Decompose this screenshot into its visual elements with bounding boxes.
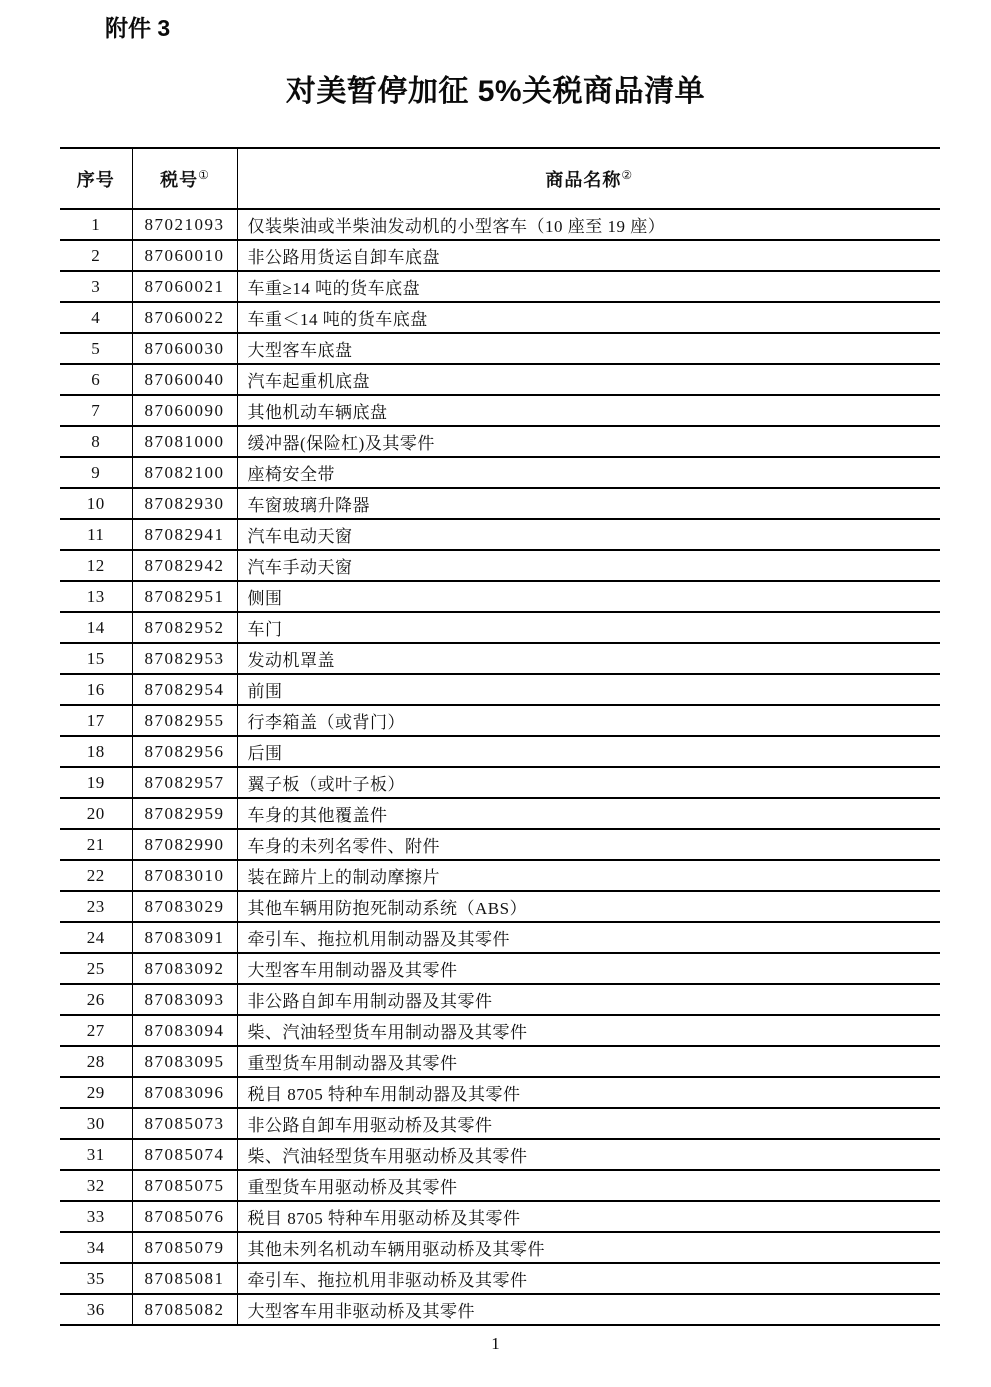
cell-serial: 16 [60,674,132,705]
table-row [60,643,940,674]
cell-tax-code: 87083010 [132,860,237,891]
cell-product-name: 行李箱盖（或背门） [237,705,940,736]
cell-product-name: 仅装柴油或半柴油发动机的小型客车（10 座至 19 座） [237,209,940,240]
table-row [60,953,940,984]
table-row [60,1077,940,1108]
cell-product-name: 车重＜14 吨的货车底盘 [237,302,940,333]
cell-tax-code: 87083094 [132,1015,237,1046]
cell-tax-code: 87083095 [132,1046,237,1077]
cell-serial: 2 [60,240,132,271]
cell-tax-code: 87082952 [132,612,237,643]
cell-serial: 23 [60,891,132,922]
cell-serial: 8 [60,426,132,457]
cell-product-name: 其他未列名机动车辆用驱动桥及其零件 [237,1232,940,1263]
tariff-table [60,147,940,1326]
cell-product-name: 牵引车、拖拉机用制动器及其零件 [237,922,940,953]
cell-tax-code: 87082941 [132,519,237,550]
table-row [60,209,940,240]
cell-product-name: 前围 [237,674,940,705]
table-row [60,674,940,705]
cell-serial: 31 [60,1139,132,1170]
table-row [60,1294,940,1325]
cell-product-name: 非公路自卸车用驱动桥及其零件 [237,1108,940,1139]
cell-product-name: 其他机动车辆底盘 [237,395,940,426]
cell-tax-code: 87060030 [132,333,237,364]
cell-product-name: 后围 [237,736,940,767]
cell-product-name: 侧围 [237,581,940,612]
table-row [60,1015,940,1046]
table-row [60,519,940,550]
cell-tax-code: 87082951 [132,581,237,612]
table-row [60,1201,940,1232]
cell-serial: 6 [60,364,132,395]
cell-serial: 10 [60,488,132,519]
table-row [60,1139,940,1170]
cell-tax-code: 87060022 [132,302,237,333]
table-row [60,271,940,302]
cell-tax-code: 87085082 [132,1294,237,1325]
cell-tax-code: 87082956 [132,736,237,767]
cell-serial: 13 [60,581,132,612]
cell-serial: 15 [60,643,132,674]
cell-serial: 27 [60,1015,132,1046]
cell-serial: 1 [60,209,132,240]
table-row [60,581,940,612]
cell-tax-code: 87083029 [132,891,237,922]
table-row [60,364,940,395]
cell-serial: 9 [60,457,132,488]
table-row [60,1046,940,1077]
cell-product-name: 车重≥14 吨的货车底盘 [237,271,940,302]
cell-serial: 21 [60,829,132,860]
table-row [60,1263,940,1294]
footnote-2-marker: ② [621,167,633,182]
footnote-1-marker: ① [198,167,209,182]
cell-product-name: 牵引车、拖拉机用非驱动桥及其零件 [237,1263,940,1294]
cell-tax-code: 87085079 [132,1232,237,1263]
cell-serial: 32 [60,1170,132,1201]
cell-product-name: 重型货车用驱动桥及其零件 [237,1170,940,1201]
cell-serial: 3 [60,271,132,302]
cell-tax-code: 87085075 [132,1170,237,1201]
cell-product-name: 汽车电动天窗 [237,519,940,550]
table-row [60,395,940,426]
cell-tax-code: 87081000 [132,426,237,457]
cell-product-name: 税目 8705 特种车用驱动桥及其零件 [237,1201,940,1232]
table-row [60,984,940,1015]
cell-tax-code: 87060021 [132,271,237,302]
cell-serial: 36 [60,1294,132,1325]
page-title: 对美暂停加征 5%关税商品清单 [285,75,706,108]
cell-product-name: 装在蹄片上的制动摩擦片 [237,860,940,891]
cell-tax-code: 87083093 [132,984,237,1015]
cell-tax-code: 87083096 [132,1077,237,1108]
cell-serial: 28 [60,1046,132,1077]
cell-tax-code: 87060040 [132,364,237,395]
cell-product-name: 汽车起重机底盘 [237,364,940,395]
cell-product-name: 车身的未列名零件、附件 [237,829,940,860]
cell-tax-code: 87082930 [132,488,237,519]
page-number: 1 [491,1334,500,1353]
cell-serial: 11 [60,519,132,550]
cell-product-name: 汽车手动天窗 [237,550,940,581]
cell-tax-code: 87082942 [132,550,237,581]
cell-product-name: 座椅安全带 [237,457,940,488]
table-row [60,550,940,581]
cell-product-name: 缓冲器(保险杠)及其零件 [237,426,940,457]
header-tax-code-label: 税号 [160,169,199,190]
table-row [60,333,940,364]
table-header [60,148,940,209]
cell-product-name: 重型货车用制动器及其零件 [237,1046,940,1077]
table-row [60,612,940,643]
cell-tax-code: 87082959 [132,798,237,829]
table-row [60,767,940,798]
table-row [60,798,940,829]
cell-tax-code: 87083091 [132,922,237,953]
cell-tax-code: 87082990 [132,829,237,860]
cell-product-name: 翼子板（或叶子板） [237,767,940,798]
cell-tax-code: 87082955 [132,705,237,736]
cell-product-name: 大型客车用非驱动桥及其零件 [237,1294,940,1325]
cell-tax-code: 87085074 [132,1139,237,1170]
cell-serial: 24 [60,922,132,953]
cell-serial: 14 [60,612,132,643]
cell-tax-code: 87082954 [132,674,237,705]
cell-tax-code: 87085076 [132,1201,237,1232]
cell-serial: 29 [60,1077,132,1108]
table-body [60,209,940,1325]
cell-product-name: 发动机罩盖 [237,643,940,674]
cell-tax-code: 87082957 [132,767,237,798]
cell-serial: 7 [60,395,132,426]
cell-product-name: 车门 [237,612,940,643]
cell-product-name: 税目 8705 特种车用制动器及其零件 [237,1077,940,1108]
table-row [60,426,940,457]
table-row [60,488,940,519]
table-row [60,829,940,860]
cell-product-name: 大型客车用制动器及其零件 [237,953,940,984]
cell-serial: 18 [60,736,132,767]
table-row [60,922,940,953]
cell-tax-code: 87082100 [132,457,237,488]
cell-serial: 20 [60,798,132,829]
cell-tax-code: 87082953 [132,643,237,674]
cell-serial: 26 [60,984,132,1015]
cell-serial: 12 [60,550,132,581]
cell-serial: 30 [60,1108,132,1139]
cell-product-name: 非公路用货运自卸车底盘 [237,240,940,271]
cell-serial: 5 [60,333,132,364]
cell-tax-code: 87060010 [132,240,237,271]
cell-tax-code: 87060090 [132,395,237,426]
table-row [60,240,940,271]
table-row [60,302,940,333]
table-row [60,736,940,767]
cell-serial: 34 [60,1232,132,1263]
cell-product-name: 非公路自卸车用制动器及其零件 [237,984,940,1015]
cell-serial: 22 [60,860,132,891]
attachment-label: 附件 3 [105,15,171,41]
header-serial-label: 序号 [76,169,115,190]
table-header-row [60,148,940,209]
cell-product-name: 柴、汽油轻型货车用驱动桥及其零件 [237,1139,940,1170]
cell-product-name: 柴、汽油轻型货车用制动器及其零件 [237,1015,940,1046]
cell-tax-code: 87021093 [132,209,237,240]
cell-serial: 19 [60,767,132,798]
cell-product-name: 其他车辆用防抱死制动系统（ABS） [237,891,940,922]
table-row [60,860,940,891]
header-serial [60,148,132,209]
cell-product-name: 车窗玻璃升降器 [237,488,940,519]
header-tax-code [132,148,237,209]
cell-product-name: 车身的其他覆盖件 [237,798,940,829]
header-product-name [237,148,940,209]
cell-tax-code: 87085073 [132,1108,237,1139]
cell-serial: 4 [60,302,132,333]
cell-product-name: 大型客车底盘 [237,333,940,364]
table-row [60,1170,940,1201]
cell-serial: 25 [60,953,132,984]
table-row [60,1108,940,1139]
header-product-name-label: 商品名称 [545,169,622,190]
table-row [60,891,940,922]
cell-serial: 33 [60,1201,132,1232]
cell-tax-code: 87085081 [132,1263,237,1294]
table-row [60,705,940,736]
cell-tax-code: 87083092 [132,953,237,984]
cell-serial: 17 [60,705,132,736]
cell-serial: 35 [60,1263,132,1294]
table-row [60,1232,940,1263]
table-row [60,457,940,488]
